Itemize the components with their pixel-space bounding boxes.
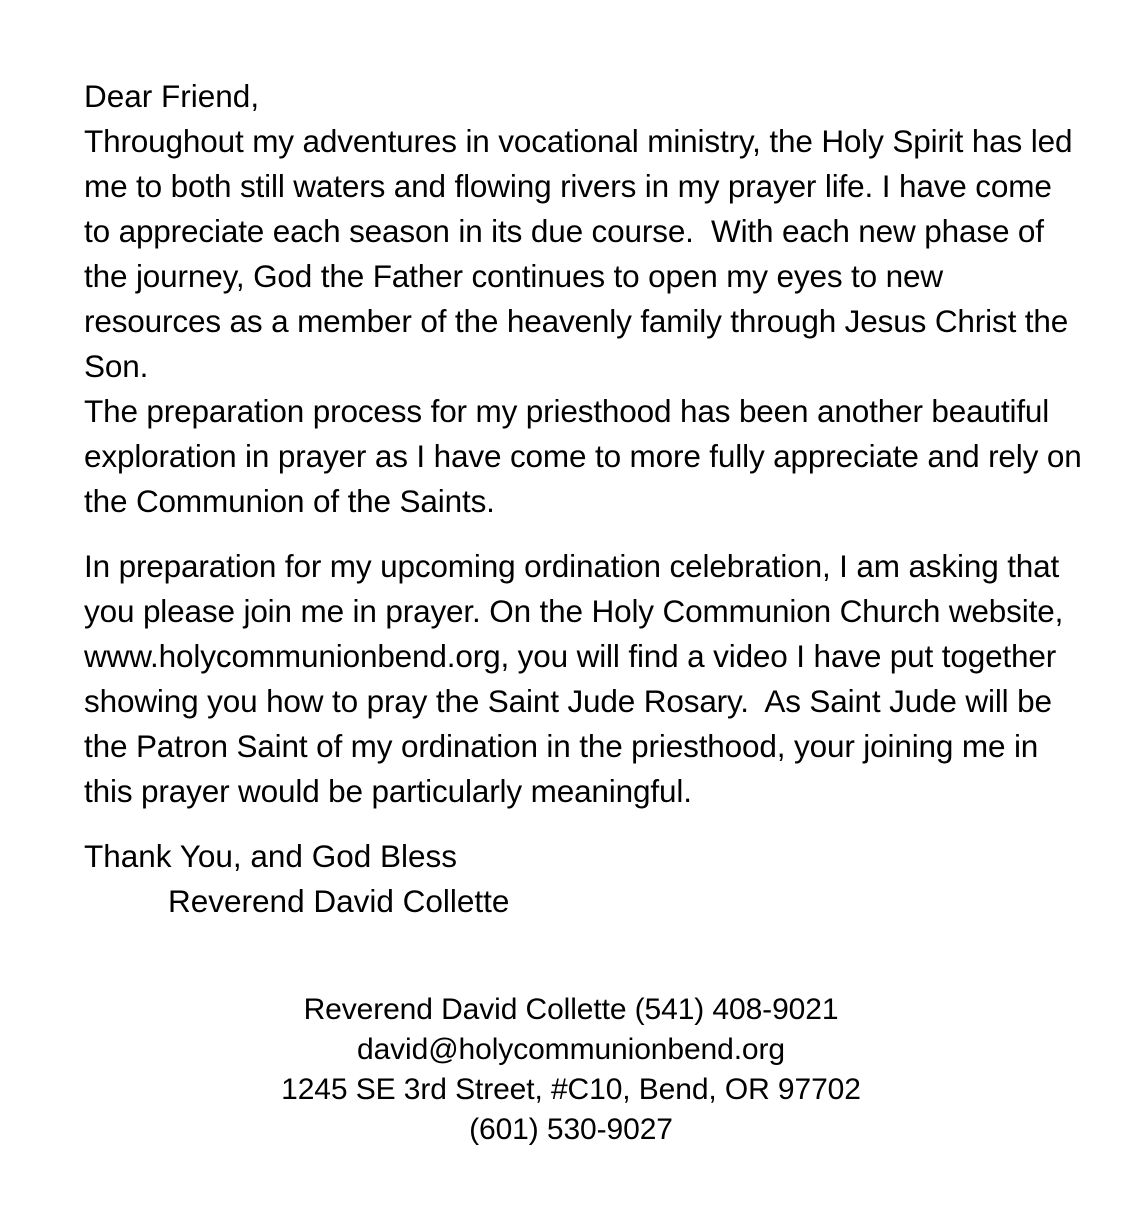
contact-email: david@holycommunionbend.org [356,1033,785,1066]
salutation: Dear Friend, [84,78,260,114]
contact-name-phone: Reverend David Collette (541) 408-9021 [303,993,839,1026]
contact-address: 1245 SE 3rd Street, #C10, Bend, OR 97702 [281,1073,861,1106]
letter-body [84,74,1091,924]
letter-paragraph-2: The preparation process for my priesthood has been another beautiful exploration in prayer as I have come to more fully appreciate and rely on the Communion of the Saints. [84,393,1091,519]
letter-paragraph-3: In preparation for my upcoming ordination celebration, I am asking that you please join me in prayer. On the Holy Communion Church website, www.holycommunionbend.org, you will find a video I have put together showing you how to pray the Saint Jude Rosary. As Saint Jude will be the Patron Saint of my ordination in the priesthood, your joining me in this prayer would be particularly meaningful. [84,548,1072,809]
contact-footer [0,990,1142,1150]
contact-alt-phone: (601) 530-9027 [469,1113,673,1146]
letter-paragraph-1: Throughout my adventures in vocational ministry, the Holy Spirit has led me to both still waters and flowing rivers in my prayer life. I have come to appreciate each season in its due course. With each new phase of the journey, God the Father continues to open my eyes to new resources as a member of the heavenly family through Jesus Christ the Son. [84,123,1081,384]
closing-line: Thank You, and God Bless [84,838,458,874]
signature-name: Reverend David Collette [168,883,510,919]
